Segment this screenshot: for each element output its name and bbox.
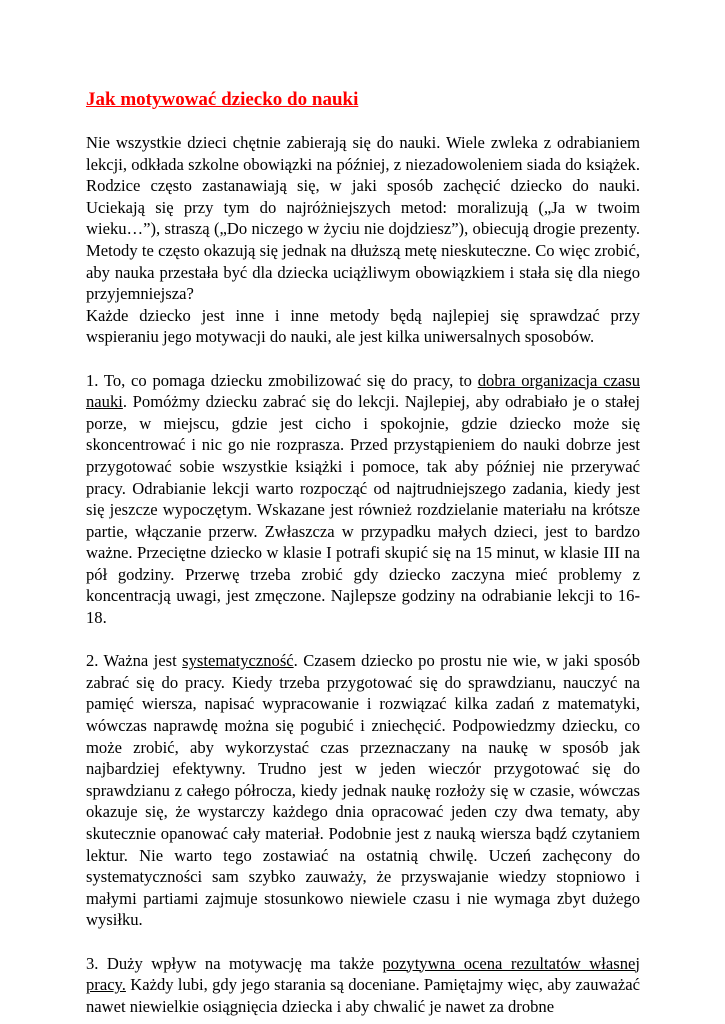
point-3-prefix: 3. Duży wpływ na motywację ma także — [86, 953, 383, 973]
point-1-paragraph — [86, 370, 640, 629]
point-3-paragraph — [86, 953, 640, 1018]
point-1-text: . Pomóżmy dziecku zabrać się do lekcji. Najlepiej, aby odrabiało je o stałej porze, w miejscu, gdzie jest cicho i spokojnie, gdzie dziecko może się skoncentrować i nic go nie rozprasza. Przed przystąpieniem do nauki dobrze jest przygotować sobie wszystkie książki i pomoce, tak aby później nie przerywać pracy. Odrabianie lekcji warto rozpocząć od najtrudniejszego zadania, kiedy jest się jeszcze wypoczętym. Wskazane jest również rozdzielanie materiału na krótsze partie, włączanie przerw. Zwłaszcza w przypadku małych dzieci, jest to bardzo ważne. Przeciętne dziecko w klasie I potrafi skupić się na 15 minut, w klasie III na pół godziny. Przerwę trzeba zrobić gdy dziecko zaczyna mieć problemy z koncentracją uwagi, jest zmęczone. Najlepsze godziny na odrabianie lekcji to 16-18. — [86, 392, 640, 628]
paragraph-gap — [86, 348, 640, 370]
intro-paragraph-2: Każde dziecko jest inne i inne metody będą najlepiej się sprawdzać przy wspieraniu jego motywacji do nauki, ale jest kilka uniwersalnych sposobów. — [86, 305, 640, 347]
point-2-prefix: 2. Ważna jest — [86, 651, 183, 671]
point-1-prefix: 1. To, co pomaga dziecku zmobilizować się do pracy, to — [86, 370, 478, 390]
point-3-text: Każdy lubi, gdy jego starania są doceniane. Pamiętajmy więc, aby zauważać nawet niewielkie osiągnięcia dziecka i aby chwalić je nawet za drobne — [86, 975, 640, 1016]
point-1-underlined-phrase: dobra organizacja czasu nauki — [86, 370, 640, 412]
point-2-paragraph — [86, 650, 640, 931]
point-2-text: . Czasem dziecko po prostu nie wie, w jaki sposób zabrać się do pracy. Kiedy trzeba przygotować się do sprawdzianu, nauczyć na pamięć wiersza, napisać wypracowanie i rozwiązać kilka zadań z matematyki, wówczas naprawdę można się pogubić i zniechęcić. Podpowiedzmy dziecku, co może zrobić, aby wykorzystać czas przeznaczany na naukę w sposób jak najbardziej efektywny. Trudno jest w jeden wieczór przygotować się do sprawdzianu z całego półrocza, kiedy jednak naukę rozłoży się w czasie, wówczas okazuje się, że wystarczy każdego dnia opracować jeden czy dwa tematy, aby skutecznie opanować cały materiał. Podobnie jest z nauką wiersza bądź czytaniem lektur. Nie warto tego zostawiać na ostatnią chwilę. Uczeń zachęcony do systematyczności sam szybko zauważy, że przyswajanie wiedzy stopniowo i małymi partiami zajmuje stosunkowo niewiele czasu i nie wymaga zbyt dużego wysiłku. — [86, 651, 640, 930]
document-title: Jak motywować dziecko do nauki — [86, 89, 359, 110]
intro-paragraph-1: Nie wszystkie dzieci chętnie zabierają się do nauki. Wiele zwleka z odrabianiem lekcji, odkłada szkolne obowiązki na później, z niezadowoleniem siada do książek. Rodzice często zastanawiają się, w jaki sposób zachęcić dziecko do nauki. Uciekają się przy tym do najróżniejszych metod: moralizują („Ja w twoim wieku…”), straszą („Do niczego w życiu nie dojdziesz”), obiecują drogie prezenty. Metody te często okazują się jednak na dłuższą metę nieskuteczne. Co więc zrobić, aby nauka przestała być dla dziecka uciążliwym obowiązkiem i stała się dla niego przyjemniejsza? — [86, 133, 640, 304]
point-3-underlined-phrase: pozytywna ocena rezultatów własnej pracy. — [86, 953, 640, 995]
document-page — [86, 78, 640, 1017]
paragraph-gap — [86, 629, 640, 651]
point-2-underlined-phrase: systematyczność — [182, 651, 294, 671]
paragraph-gap — [86, 931, 640, 953]
